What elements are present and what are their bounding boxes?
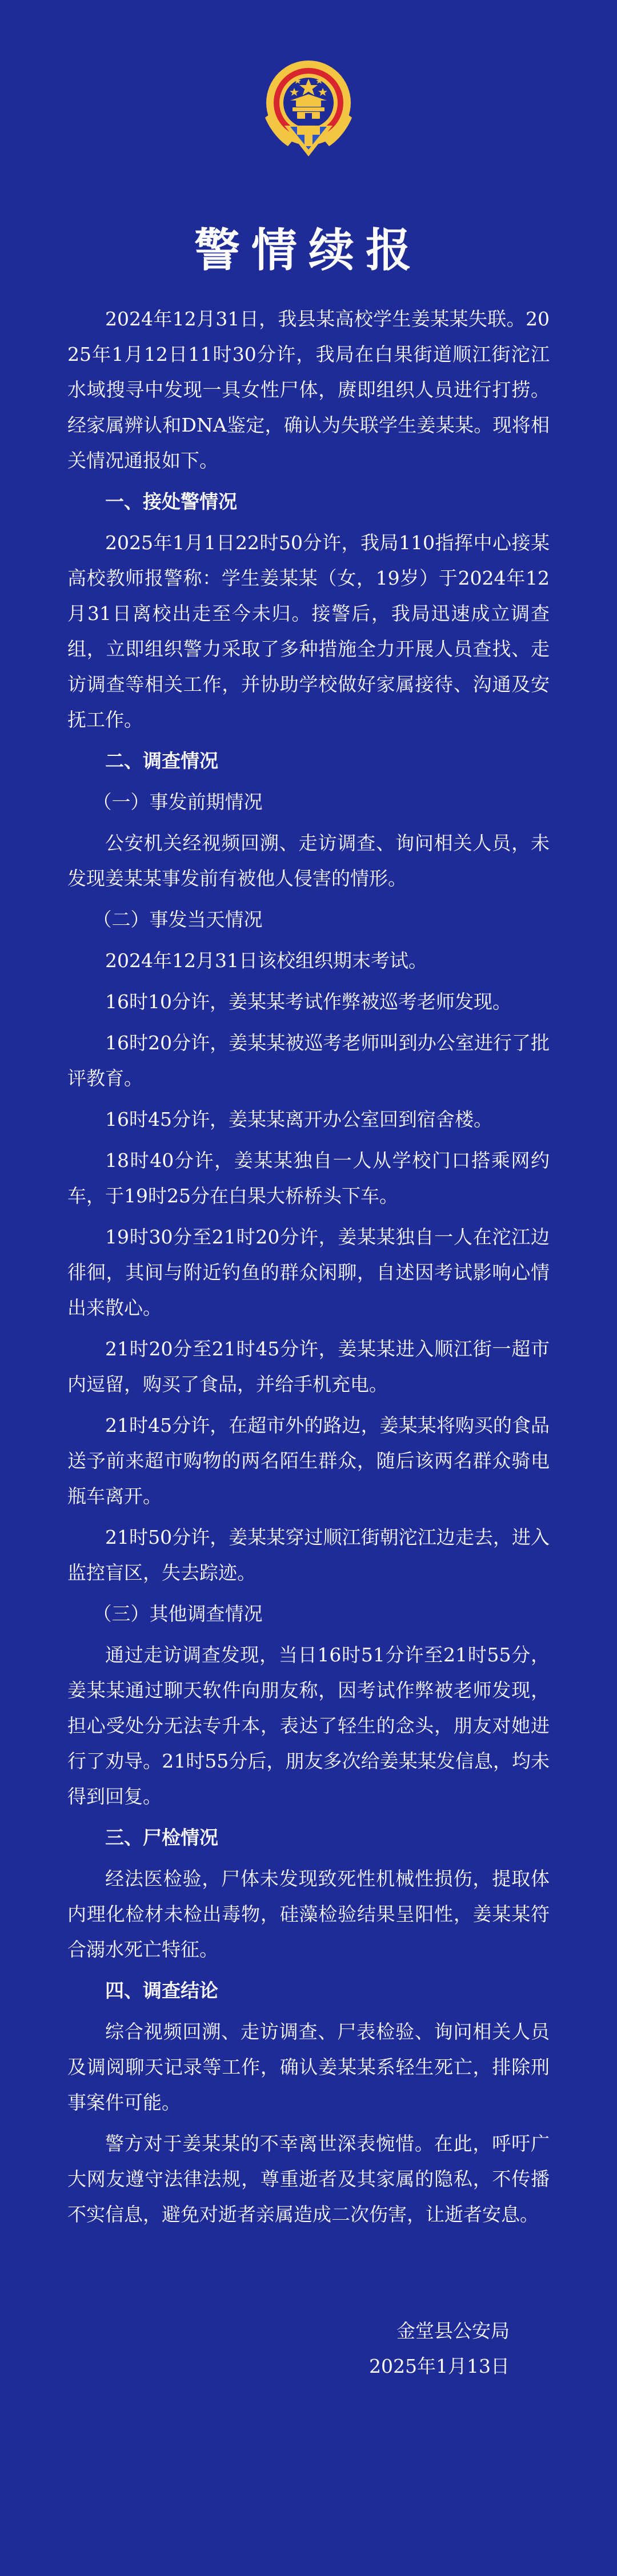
body-paragraph: 16时20分许，姜某某被巡考老师叫到办公室进行了批评教育。 [67, 1032, 550, 1089]
signature-block [67, 2313, 550, 2384]
body-paragraph: 21时45分许，在超市外的路边，姜某某将购买的食品送予前来超市购物的两名陌生群众，随后该两名群众骑电瓶车离开。 [67, 1414, 550, 1507]
body-paragraph: 通过走访调查发现，当日16时51分许至21时55分，姜某某通过聊天软件向朋友称，因考试作弊被老师发现，担心受处分无法专升本，表达了轻生的念头，朋友对她进行了劝导。21时55分后，朋友多次给姜某某发信息，均未得到回复。 [67, 1644, 550, 1808]
section-heading: 四、调查结论 [105, 1979, 218, 2002]
body-paragraph: 2025年1月1日22时50分许，我局110指挥中心接某高校教师报警称：学生姜某某（女，19岁）于2024年12月31日离校出走至今未归。接警后，我局迅速成立调查组，立即组织警力采取了多种措施全力开展人员查找、走访调查等相关工作，并协助学校做好家属接待、沟通及安抚工作。 [67, 532, 550, 731]
signature-date: 2025年1月13日 [369, 2355, 510, 2377]
body-paragraph: 21时20分至21时45分许，姜某某进入顺江街一超市内逗留，购买了食品，并给手机充电。 [67, 1338, 550, 1395]
bulletin-content [67, 301, 550, 2232]
body-paragraph: 综合视频回溯、走访调查、尸表检验、询问相关人员及调阅聊天记录等工作，确认姜某某系轻生死亡，排除刑事案件可能。 [67, 2020, 550, 2114]
body-paragraph: 警方对于姜某某的不幸离世深表惋惜。在此，呼吁广大网友遵守法律法规，尊重逝者及其家属的隐私，不传播不实信息，避免对逝者亲属造成二次伤害，让逝者安息。 [67, 2132, 550, 2225]
body-paragraph: 19时30分至21时20分许，姜某某独自一人在沱江边徘徊，其间与附近钓鱼的群众闲聊，自述因考试影响心情出来散心。 [67, 1226, 550, 1319]
body-paragraph: 2024年12月31日该校组织期末考试。 [105, 949, 427, 972]
page-title: 警情续报 [194, 223, 423, 277]
body-paragraph: 18时40分许，姜某某独自一人从学校门口搭乘网约车，于19时25分在白果大桥桥头下车。 [67, 1149, 550, 1207]
body-paragraph: 16时45分许，姜某某离开办公室回到宿舍楼。 [105, 1108, 492, 1130]
emblem-container [67, 55, 550, 167]
body-paragraph: 公安机关经视频回溯、走访调查、询问相关人员，未发现姜某某事发前有被他人侵害的情形。 [67, 832, 550, 889]
subsection-heading: （二）事发当天情况 [93, 908, 263, 931]
body-paragraph: 21时50分许，姜某某穿过顺江街朝沱江边走去，进入监控盲区，失去踪迹。 [67, 1526, 550, 1584]
section-heading: 三、尸检情况 [105, 1826, 218, 1849]
body-paragraph: 经法医检验，尸体未发现致死性机械性损伤，提取体内理化检材未检出毒物，硅藻检验结果呈阳性，姜某某符合溺水死亡特征。 [67, 1867, 550, 1961]
body-paragraph: 16时10分许，姜某某考试作弊被巡考老师发现。 [105, 991, 511, 1013]
body-paragraph: 2024年12月31日，我县某高校学生姜某某失联。2025年1月12日11时30分许，我局在白果街道顺江街沱江水域搜寻中发现一具女性尸体，赓即组织人员进行打捞。经家属辨认和DNA鉴定，确认为失联学生姜某某。现将相关情况通报如下。 [67, 308, 550, 472]
signature-agency: 金堂县公安局 [396, 2320, 510, 2342]
section-heading: 二、调查情况 [105, 750, 218, 772]
police-emblem-icon [259, 55, 358, 167]
section-heading: 一、接处警情况 [105, 490, 237, 513]
subsection-heading: （一）事发前期情况 [93, 791, 263, 813]
subsection-heading: （三）其他调查情况 [93, 1603, 263, 1625]
